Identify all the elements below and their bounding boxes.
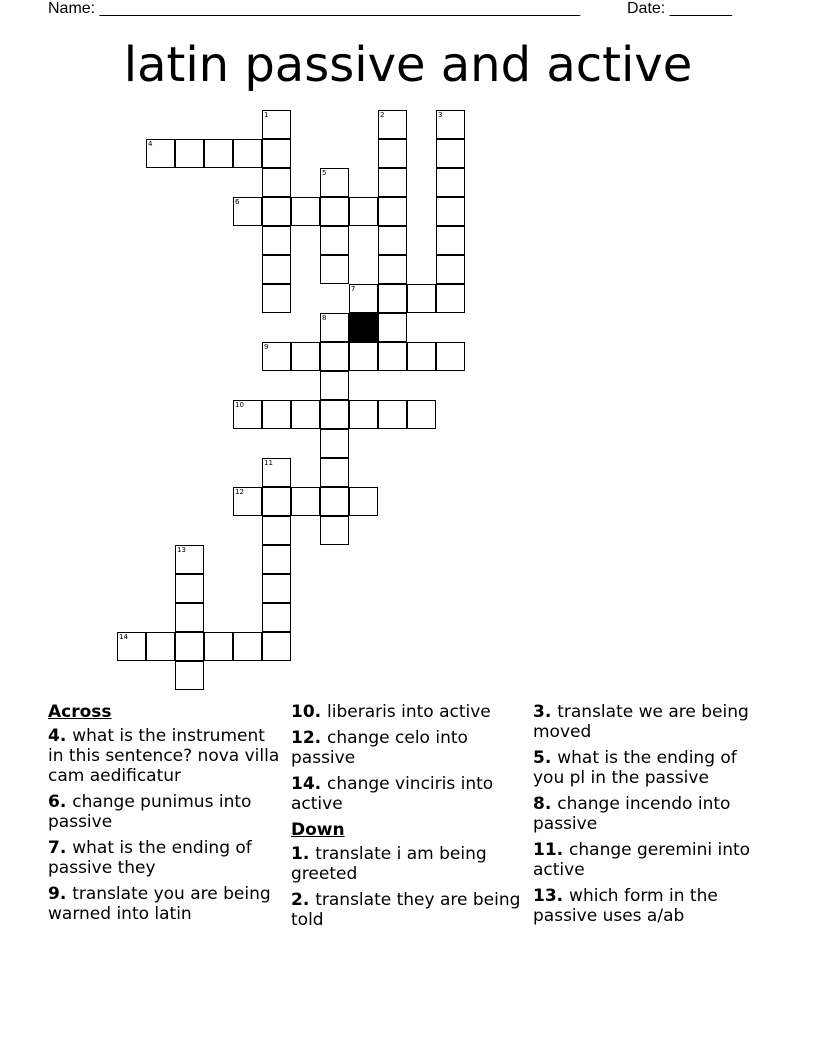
clue-text: translate they are being told <box>291 890 521 930</box>
grid-cell[interactable] <box>378 342 407 371</box>
clue-column-2 <box>291 702 523 936</box>
grid-cell[interactable] <box>233 400 262 429</box>
clue-item <box>48 838 280 878</box>
grid-cell[interactable] <box>262 487 291 516</box>
clue-column-3 <box>533 702 773 932</box>
grid-cell[interactable] <box>349 400 378 429</box>
clue-item <box>291 890 523 930</box>
clue-number-label: 13. <box>533 886 570 906</box>
grid-cell[interactable] <box>436 284 465 313</box>
grid-cell[interactable] <box>117 632 146 661</box>
grid-cell[interactable] <box>233 197 262 226</box>
grid-cell[interactable] <box>262 110 291 139</box>
grid-cell[interactable] <box>436 255 465 284</box>
grid-cell[interactable] <box>262 574 291 603</box>
grid-cell[interactable] <box>233 487 262 516</box>
clue-item <box>291 844 523 884</box>
grid-cell[interactable] <box>378 226 407 255</box>
clue-number-label: 11. <box>533 840 570 860</box>
clue-number-label: 12. <box>291 728 328 748</box>
grid-cell[interactable] <box>262 168 291 197</box>
clue-text: which form in the passive uses a/ab <box>533 886 718 926</box>
grid-cell[interactable] <box>378 255 407 284</box>
clue-item <box>533 748 773 788</box>
clue-number-label: 8. <box>533 794 558 814</box>
clue-number-label: 10. <box>291 702 328 722</box>
grid-cell[interactable] <box>262 139 291 168</box>
grid-cell[interactable] <box>407 342 436 371</box>
grid-cell[interactable] <box>378 168 407 197</box>
clue-number: 4 <box>148 140 153 148</box>
grid-cell[interactable] <box>262 603 291 632</box>
grid-cell[interactable] <box>320 255 349 284</box>
clue-text: change vinciris into active <box>291 774 494 814</box>
clue-item <box>291 774 523 814</box>
grid-cell[interactable] <box>262 255 291 284</box>
grid-cell[interactable] <box>349 487 378 516</box>
clue-number: 10 <box>235 401 244 409</box>
clue-number-label: 9. <box>48 884 73 904</box>
grid-cell[interactable] <box>291 487 320 516</box>
grid-cell[interactable] <box>291 400 320 429</box>
clue-number: 8 <box>322 314 327 322</box>
grid-cell[interactable] <box>233 139 262 168</box>
clue-number: 14 <box>119 633 128 641</box>
clue-text: what is the instrument in this sentence? nova villa cam aedificatur <box>48 726 280 786</box>
grid-cell[interactable] <box>436 226 465 255</box>
grid-cell[interactable] <box>320 313 349 342</box>
grid-cell[interactable] <box>146 139 175 168</box>
grid-cell[interactable] <box>262 632 291 661</box>
clue-number: 12 <box>235 488 244 496</box>
clue-number-label: 1. <box>291 844 316 864</box>
puzzle-title: latin passive and active <box>123 37 693 93</box>
grid-cell[interactable] <box>407 284 436 313</box>
grid-cell[interactable] <box>262 545 291 574</box>
grid-cell[interactable] <box>262 197 291 226</box>
across-heading: Across <box>48 702 112 722</box>
clue-number: 5 <box>322 169 327 177</box>
grid-cell[interactable] <box>262 284 291 313</box>
clue-text: what is the ending of passive they <box>48 838 252 878</box>
grid-cell[interactable] <box>378 110 407 139</box>
clue-number: 13 <box>177 546 186 554</box>
down-clue-list-continued <box>533 702 773 926</box>
grid-cell[interactable] <box>233 632 262 661</box>
clue-number-label: 14. <box>291 774 328 794</box>
clue-text: translate you are being warned into latin <box>48 884 271 924</box>
grid-cell[interactable] <box>436 197 465 226</box>
grid-cell[interactable] <box>320 371 349 400</box>
grid-cell[interactable] <box>436 110 465 139</box>
clue-text: liberaris into active <box>327 702 491 722</box>
grid-cell[interactable] <box>175 545 204 574</box>
clue-text: translate i am being greeted <box>291 844 487 884</box>
clue-item <box>533 794 773 834</box>
grid-cell[interactable] <box>262 226 291 255</box>
grid-cell[interactable] <box>320 226 349 255</box>
down-clue-list <box>291 844 523 930</box>
clue-number: 3 <box>438 111 443 119</box>
grid-cell[interactable] <box>320 168 349 197</box>
clue-text: change punimus into passive <box>48 792 252 832</box>
clue-number: 9 <box>264 343 269 351</box>
across-clue-list-continued <box>291 702 523 814</box>
grid-cell[interactable] <box>407 400 436 429</box>
grid-cell[interactable] <box>175 661 204 690</box>
clue-item <box>533 886 773 926</box>
clue-item <box>533 702 773 742</box>
grid-cell[interactable] <box>320 458 349 487</box>
clue-column-1 <box>48 702 280 930</box>
grid-cell[interactable] <box>262 516 291 545</box>
grid-cell[interactable] <box>175 632 204 661</box>
date-field-label: Date: _______ <box>627 0 732 17</box>
down-heading: Down <box>291 820 345 840</box>
clue-number-label: 4. <box>48 726 73 746</box>
grid-cell[interactable] <box>378 197 407 226</box>
clue-number-label: 7. <box>48 838 73 858</box>
clue-text: what is the ending of you pl in the passive <box>533 748 737 788</box>
grid-cell[interactable] <box>262 342 291 371</box>
clue-number: 6 <box>235 198 240 206</box>
clue-number: 7 <box>351 285 356 293</box>
clue-item <box>48 792 280 832</box>
across-clue-list <box>48 726 280 924</box>
clue-item <box>48 884 280 924</box>
clue-text: change incendo into passive <box>533 794 731 834</box>
clue-number: 11 <box>264 459 273 467</box>
grid-cell[interactable] <box>378 400 407 429</box>
grid-cell[interactable] <box>146 632 175 661</box>
grid-cell[interactable] <box>320 516 349 545</box>
clue-number-label: 6. <box>48 792 73 812</box>
grid-cell[interactable] <box>436 342 465 371</box>
clue-number-label: 5. <box>533 748 558 768</box>
grid-cell[interactable] <box>175 139 204 168</box>
grid-cell[interactable] <box>436 139 465 168</box>
grid-cell[interactable] <box>320 429 349 458</box>
clue-number-label: 3. <box>533 702 558 722</box>
clue-text: change celo into passive <box>291 728 468 768</box>
grid-cell[interactable] <box>291 197 320 226</box>
clue-text: change geremini into active <box>533 840 751 880</box>
clue-number: 2 <box>380 111 385 119</box>
clue-item <box>48 726 280 786</box>
grid-cell[interactable] <box>262 400 291 429</box>
clue-item <box>291 702 523 722</box>
grid-cell[interactable] <box>436 168 465 197</box>
grid-cell[interactable] <box>349 284 378 313</box>
grid-cell[interactable] <box>204 632 233 661</box>
clue-number: 1 <box>264 111 269 119</box>
clue-item <box>291 728 523 768</box>
grid-cell[interactable] <box>175 574 204 603</box>
clue-number-label: 2. <box>291 890 316 910</box>
grid-cell[interactable] <box>175 603 204 632</box>
grid-cell[interactable] <box>320 342 349 371</box>
grid-cell[interactable] <box>378 313 407 342</box>
grid-cell[interactable] <box>378 284 407 313</box>
grid-cell[interactable] <box>378 139 407 168</box>
grid-cell[interactable] <box>291 342 320 371</box>
name-field-label: Name: ______________________________________________________ <box>48 0 581 17</box>
grid-cell[interactable] <box>204 139 233 168</box>
clue-item <box>533 840 773 880</box>
clue-text: translate we are being moved <box>533 702 749 742</box>
grid-cell[interactable] <box>320 400 349 429</box>
grid-cell[interactable] <box>320 197 349 226</box>
grid-cell[interactable] <box>320 487 349 516</box>
grid-block-cell <box>349 313 378 342</box>
grid-cell[interactable] <box>349 342 378 371</box>
grid-cell[interactable] <box>349 197 378 226</box>
grid-cell[interactable] <box>262 458 291 487</box>
